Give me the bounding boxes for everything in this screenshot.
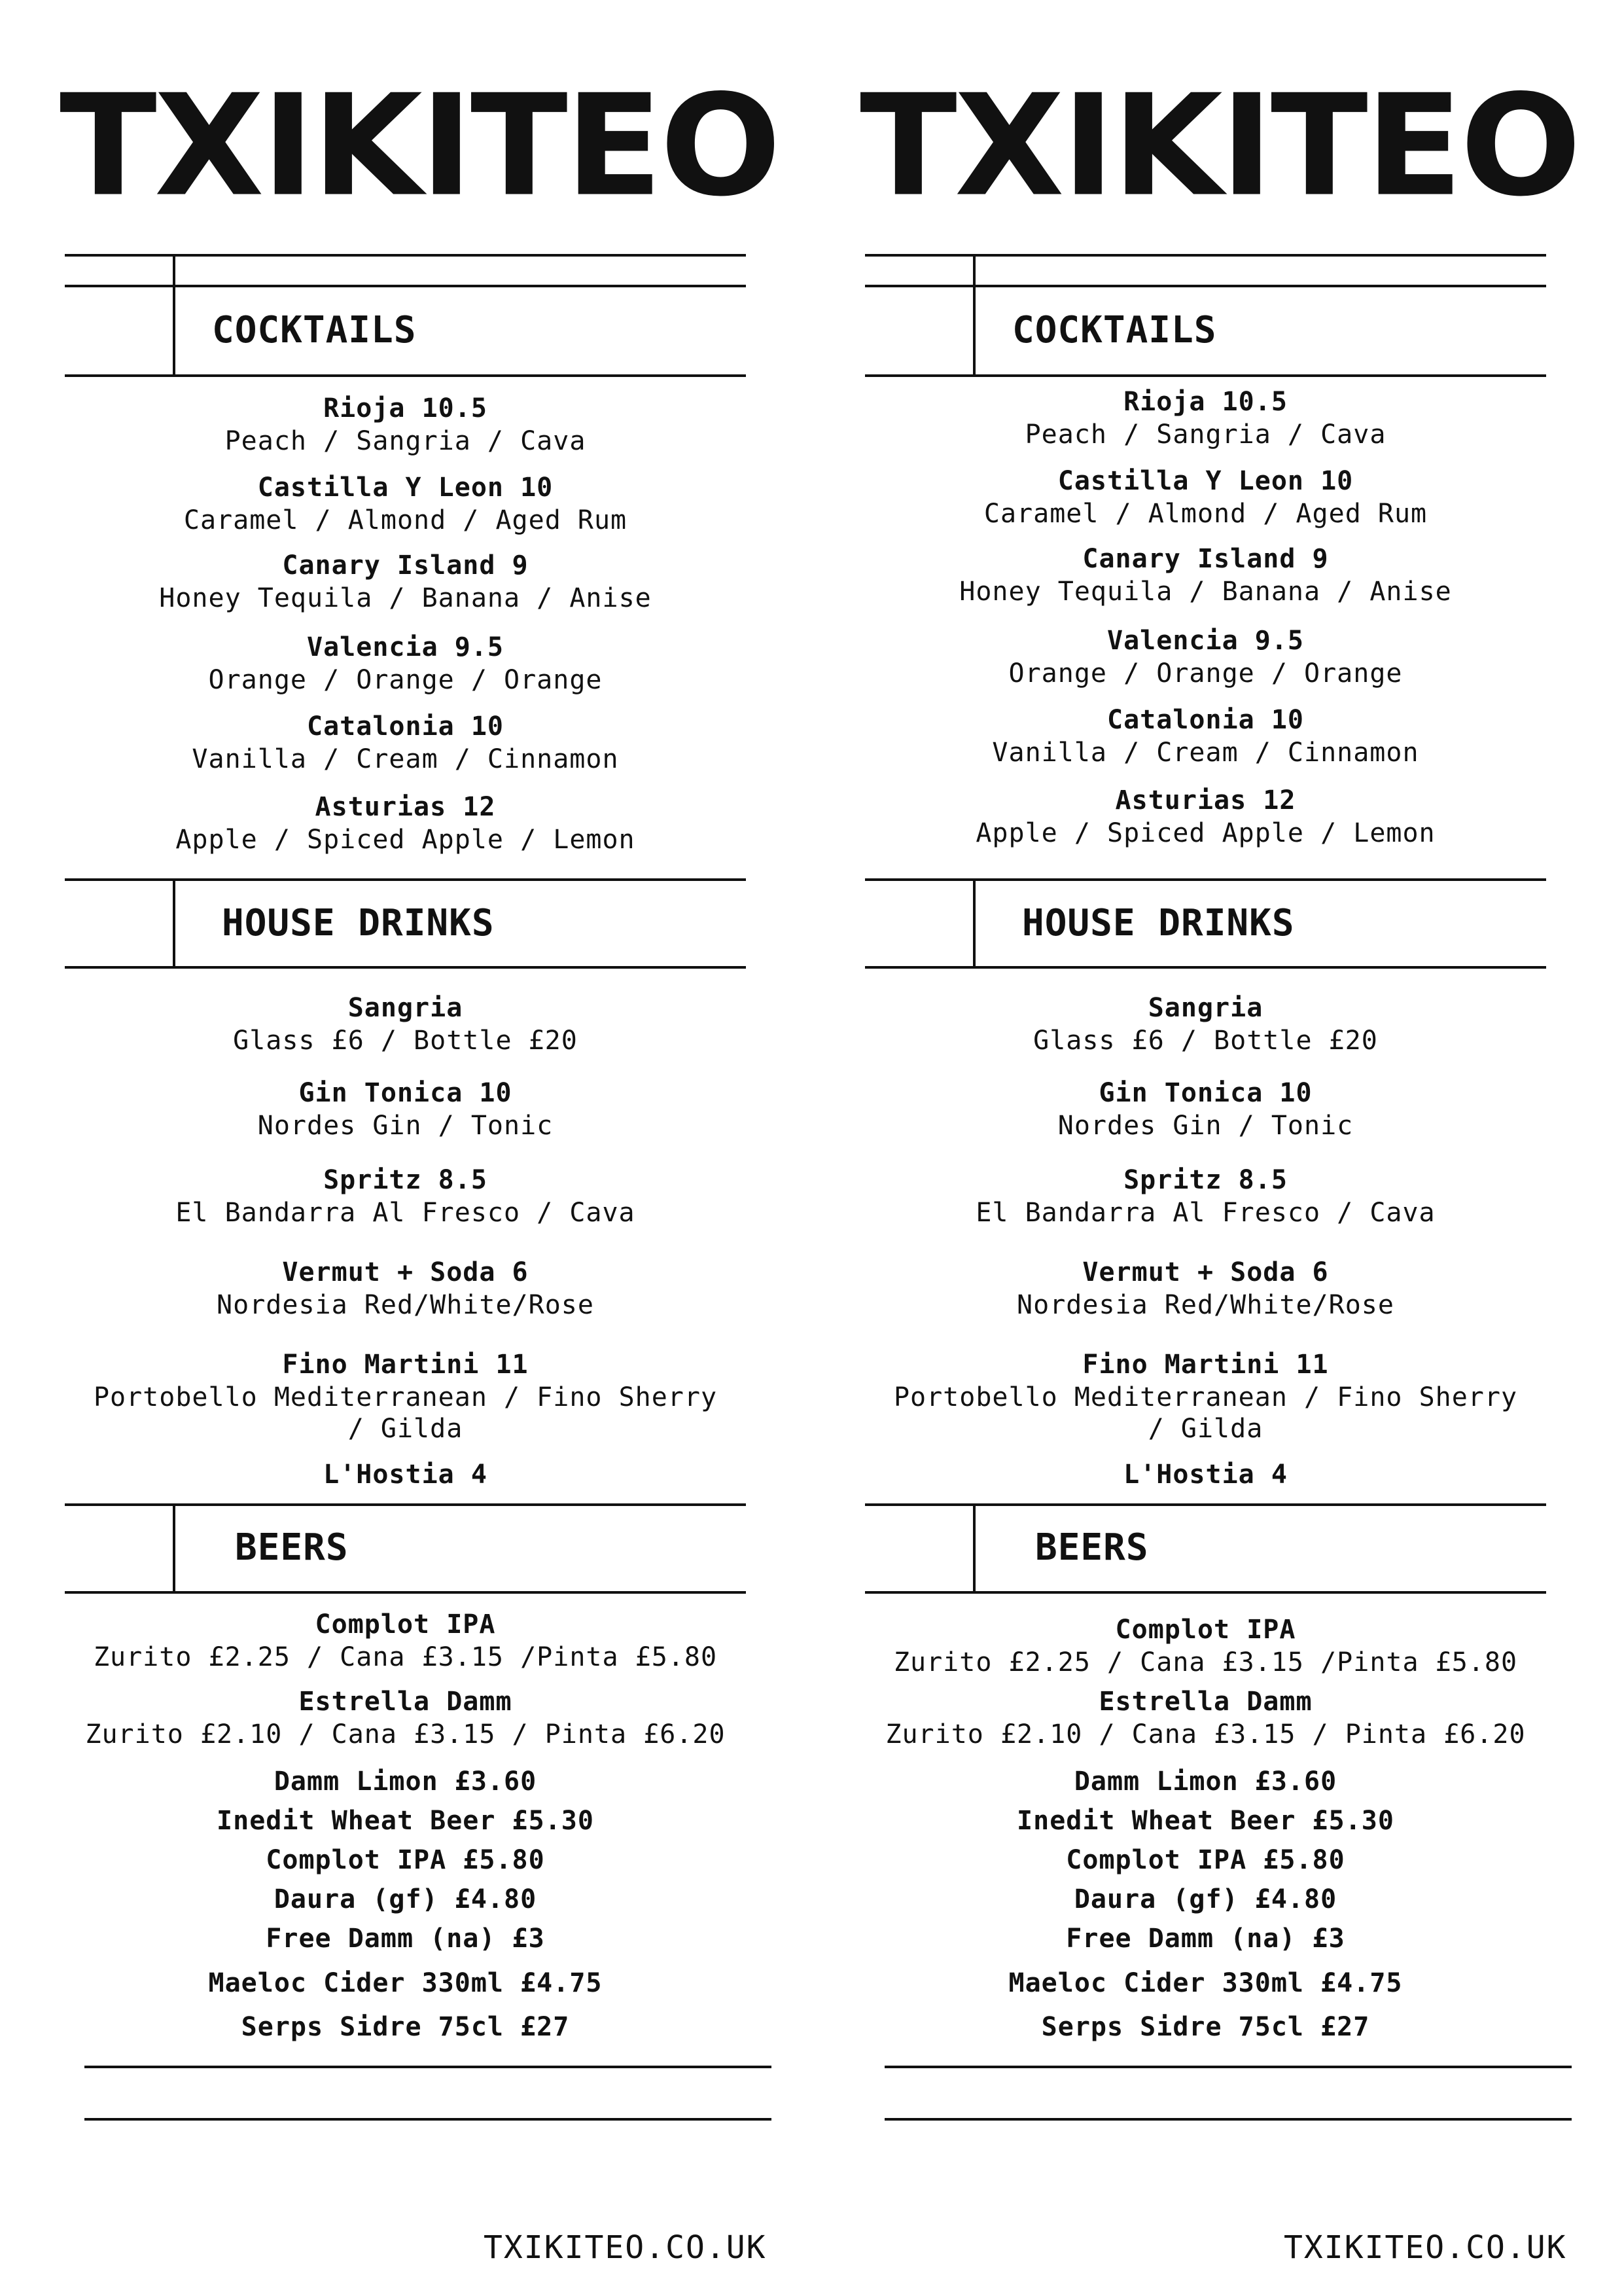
menu-item: L'Hostia 4 <box>323 1460 487 1490</box>
menu-item: Catalonia 10 Vanilla / Cream / Cinnamon <box>192 711 619 774</box>
menu-item: Vermut + Soda 6 Nordesia Red/White/Rose <box>1017 1257 1394 1320</box>
divider <box>65 878 746 881</box>
divider <box>865 254 1546 257</box>
menu-item: Estrella Damm Zurito £2.10 / Cana £3.15 / Pinta £6.20 <box>85 1687 726 1749</box>
brand-logo: T X I K I T E O <box>60 65 779 228</box>
divider <box>973 1503 976 1594</box>
menu-item: Gin Tonica 10 Nordes Gin / Tonic <box>257 1078 554 1141</box>
section-title-beers: BEERS <box>1035 1526 1149 1569</box>
menu-item: Complot IPA Zurito £2.25 / Cana £3.15 /Pinta £5.80 <box>893 1615 1518 1677</box>
divider <box>65 254 746 257</box>
divider <box>173 878 175 969</box>
menu-item: Serps Sidre 75cl £27 <box>1041 2012 1370 2042</box>
menu-item: Inedit Wheat Beer £5.30 <box>1017 1806 1394 1836</box>
menu-item: Spritz 8.5 El Bandarra Al Fresco / Cava <box>175 1165 635 1228</box>
menu-item: Free Damm (na) £3 <box>266 1924 545 1954</box>
menu-item: Sangria Glass £6 / Bottle £20 <box>233 993 578 1056</box>
section-title-beers: BEERS <box>235 1526 349 1569</box>
menu-item: Complot IPA £5.80 <box>266 1845 545 1875</box>
divider <box>84 2066 771 2068</box>
menu-item: Damm Limon £3.60 <box>1074 1767 1337 1797</box>
divider <box>885 2118 1572 2121</box>
menu-item: Serps Sidre 75cl £27 <box>241 2012 570 2042</box>
menu-item: Asturias 12 Apple / Spiced Apple / Lemon <box>976 785 1436 848</box>
menu-item: Gin Tonica 10 Nordes Gin / Tonic <box>1057 1078 1354 1141</box>
divider <box>84 2118 771 2121</box>
divider <box>865 1503 1546 1506</box>
menu-item: Rioja 10.5 Peach / Sangria / Cava <box>224 393 586 456</box>
menu-item: Fino Martini 11 Portobello Mediterranean / Fino Sherry / Gilda <box>93 1350 718 1444</box>
menu-item: Sangria Glass £6 / Bottle £20 <box>1033 993 1378 1056</box>
menu-item: Valencia 9.5 Orange / Orange / Orange <box>208 632 603 695</box>
divider <box>865 285 1546 287</box>
menu-item: Asturias 12 Apple / Spiced Apple / Lemon <box>175 792 635 855</box>
menu-item: Spritz 8.5 El Bandarra Al Fresco / Cava <box>976 1165 1436 1228</box>
menu-item: Catalonia 10 Vanilla / Cream / Cinnamon <box>992 705 1419 768</box>
divider <box>865 966 1546 969</box>
menu-column-left <box>60 0 779 2296</box>
menu-item: Daura (gf) £4.80 <box>1074 1884 1337 1914</box>
divider <box>65 1503 746 1506</box>
menu-item: Vermut + Soda 6 Nordesia Red/White/Rose <box>217 1257 594 1320</box>
menu-item: Complot IPA Zurito £2.25 / Cana £3.15 /Pinta £5.80 <box>93 1609 718 1672</box>
section-title-cocktails: COCKTAILS <box>212 309 417 351</box>
menu-item: L'Hostia 4 <box>1123 1460 1288 1490</box>
divider <box>973 254 976 377</box>
menu-item: Estrella Damm Zurito £2.10 / Cana £3.15 / Pinta £6.20 <box>885 1687 1526 1749</box>
website-url: TXIKITEO.CO.UK <box>1284 2229 1567 2266</box>
menu-item: Free Damm (na) £3 <box>1066 1924 1345 1954</box>
divider <box>865 1591 1546 1594</box>
section-title-house-drinks: HOUSE DRINKS <box>222 902 495 944</box>
menu-item: Castilla Y Leon 10 Caramel / Almond / Aged Rum <box>983 466 1428 529</box>
divider <box>865 374 1546 377</box>
menu-item: Canary Island 9 Honey Tequila / Banana / Anise <box>959 544 1452 607</box>
section-title-cocktails: COCKTAILS <box>1012 309 1217 351</box>
section-title-house-drinks: HOUSE DRINKS <box>1022 902 1295 944</box>
brand-logo: T X I K I T E O <box>860 65 1579 228</box>
menu-item: Maeloc Cider 330ml £4.75 <box>1008 1968 1403 1998</box>
menu-item: Valencia 9.5 Orange / Orange / Orange <box>1008 626 1403 689</box>
divider <box>65 966 746 969</box>
divider <box>65 374 746 377</box>
menu-item: Maeloc Cider 330ml £4.75 <box>208 1968 603 1998</box>
menu-item: Castilla Y Leon 10 Caramel / Almond / Aged Rum <box>183 473 627 535</box>
divider <box>65 1591 746 1594</box>
divider <box>885 2066 1572 2068</box>
divider <box>173 254 175 377</box>
divider <box>865 878 1546 881</box>
divider <box>65 285 746 287</box>
menu-item: Rioja 10.5 Peach / Sangria / Cava <box>1025 387 1386 450</box>
divider <box>173 1503 175 1594</box>
menu-item: Daura (gf) £4.80 <box>274 1884 537 1914</box>
divider <box>973 878 976 969</box>
menu-item: Damm Limon £3.60 <box>274 1767 537 1797</box>
menu-item: Inedit Wheat Beer £5.30 <box>217 1806 594 1836</box>
menu-item: Canary Island 9 Honey Tequila / Banana / Anise <box>159 550 652 613</box>
website-url: TXIKITEO.CO.UK <box>484 2229 767 2266</box>
menu-column-right <box>860 0 1579 2296</box>
menu-item: Fino Martini 11 Portobello Mediterranean / Fino Sherry / Gilda <box>893 1350 1518 1444</box>
menu-item: Complot IPA £5.80 <box>1066 1845 1345 1875</box>
